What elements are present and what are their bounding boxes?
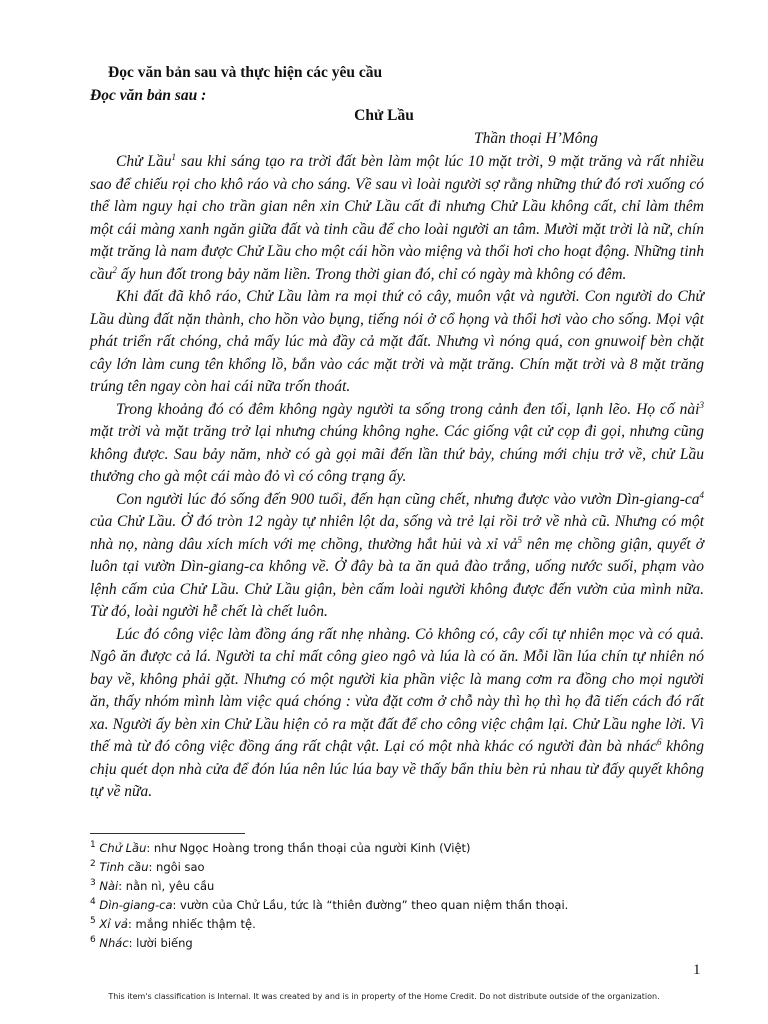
footnote-text: : lười biếng xyxy=(128,936,193,950)
footnote-term: Dìn-giang-ca xyxy=(99,898,173,912)
paragraph xyxy=(90,399,704,489)
footnote-number: 5 xyxy=(90,916,96,927)
paragraph xyxy=(90,489,704,624)
classification-footer: This item's classification is Internal. It was created by and is in property of the Home Credit. Do not distribute outside of the organization. xyxy=(108,992,660,1001)
paragraph-text: Trong khoảng đó có đêm không ngày người ta sống trong cảnh đen tối, lạnh lẽo. Họ cố nài xyxy=(116,400,700,418)
story-title: Chử Lầu xyxy=(354,107,414,124)
footnote-text: : nằn nì, yêu cầu xyxy=(118,879,215,893)
footnote-number: 2 xyxy=(90,859,96,870)
footnote-term: Nài xyxy=(99,879,119,893)
paragraph-text: không chịu quét dọn nhà cửa để đón lúa nên lúc lúa bay về thấy bẩn thỉu bèn rủ nhau từ đấy quyết không tự về nữa. xyxy=(90,738,704,800)
paragraph-text: Khi đất đã khô ráo, Chử Lầu làm ra mọi thứ cỏ cây, muôn vật và người. Con người do Chử Lầu dùng đất nặn thành, cho hồn vào bụng, tiếng nói ở cổ họng và thổi hơi vào cho sống. Mọi vật phát triển rất chóng, chả mấy lúc mà đầy cả mặt đất. Nhưng vì nóng quá, con gnuwoif bèn chặt cây lớn làm cung tên khổng lồ, bắn vào các mặt trời và mặt trăng. Chín mặt trời và 8 mặt trăng trúng tên ngay còn hai cái nữa trốn thoát. xyxy=(90,288,704,395)
footnote xyxy=(90,839,690,858)
footnote-number: 1 xyxy=(90,840,96,851)
paragraph-text: Con người lúc đó sống đến 900 tuổi, đến hạn cũng chết, nhưng được vào vườn Dìn-giang-ca xyxy=(116,490,700,508)
footnote-ref: 5 xyxy=(517,534,522,545)
paragraph-text: ấy hun đốt trong bảy năm liền. Trong thời gian đó, chỉ có ngày mà không có đêm. xyxy=(116,265,627,283)
footnote xyxy=(90,915,690,934)
story-body xyxy=(90,151,704,804)
page-number: 1 xyxy=(693,962,701,978)
footnote xyxy=(90,934,690,953)
paragraph-text: Lúc đó công việc làm đồng áng rất nhẹ nhàng. Cỏ không có, cây cối tự nhiên mọc và có quả. Ngô ăn được cả lá. Người ta chỉ mất công gieo ngô và lúa là có ăn. Mỗi lần lúa chín tự nhiên nó bay về, không phải gặt. Nhưng có một người kia phần việc là mang cơm ra đồng cho mọi người ăn, thấy nhóm mình làm việc quá chóng : vừa đặt cơm ở chỗ này thì họ thì họ đã tiến cách đó rất xa. Người ấy bèn xin Chử Lầu hiện cỏ ra mặt đất để cho công việc chậm lại. Chử Lầu nghe lời. Vì thế mà từ đó công việc đồng áng rất chật vật. Lại có một nhà khác có người đàn bà nhác xyxy=(90,625,704,755)
footnote-number: 4 xyxy=(90,897,96,908)
footnote-number: 3 xyxy=(90,878,96,889)
footnotes xyxy=(90,839,690,953)
paragraph-text: của Chử Lầu. Ở đó tròn 12 ngày tự nhiên lột da, sống và trẻ lại rồi trở về nhà cũ. Nhưng có một nhà nọ, nàng dâu xích mích với mẹ chồng, thường hắt hủi và xỉ vả xyxy=(90,513,704,553)
footnote-ref: 6 xyxy=(656,736,662,747)
story-source: Thần thoại H’Mông xyxy=(474,130,598,147)
footnote-text: : mắng nhiếc thậm tệ. xyxy=(127,917,256,931)
footnote-term: Chử Lầu xyxy=(99,841,147,855)
paragraph xyxy=(90,151,704,286)
footnote-term: Xỉ vả xyxy=(99,917,128,931)
footnote-ref: 3 xyxy=(699,399,704,410)
footnote-term: Nhác xyxy=(99,936,129,950)
paragraph xyxy=(90,286,704,399)
footnote-text: : vườn của Chử Lầu, tức là “thiên đường” theo quan niệm thần thoại. xyxy=(172,898,569,912)
footnote xyxy=(90,858,690,877)
footnote-divider xyxy=(90,833,245,834)
footnote xyxy=(90,896,690,915)
paragraph-text: sau khi sáng tạo ra trời đất bèn làm một lúc 10 mặt trời, 9 mặt trăng và rất nhiều sao để chiếu rọi cho khô ráo và cho sáng. Về sau vì loài người sợ rằng những thứ đó rơi xuống có thể làm nguy hại cho trần gian nên xin Chử Lầu cất đi nhưng Chử Lầu không cất, chỉ làm thêm một cái màng xanh ngăn giữa đất và tinh cầu để cho loài người an tâm. Mười mặt trời là nữ, chín mặt trăng là nam được Chử Lầu cho một cái hồn vào miệng và thổi hơi cho hoạt động. Những tinh cầu xyxy=(90,153,704,283)
paragraph xyxy=(90,624,704,804)
footnote-ref: 4 xyxy=(699,489,704,500)
footnote-number: 6 xyxy=(90,935,96,946)
footnote xyxy=(90,877,690,896)
paragraph-text: mặt trời và mặt trăng trở lại nhưng chúng không nghe. Các giống vật cử cọp đi gọi, nhưng cũng không được. Sau bảy năm, nhờ có gà gọi mãi đến lần thứ bảy, chúng mới chịu trở về, chử Lầu thưởng cho gà một cái mào đỏ vì có công trạng ấy. xyxy=(90,423,704,485)
instruction-heading: Đọc văn bản sau và thực hiện các yêu cầu xyxy=(108,64,383,81)
footnote-text: : như Ngọc Hoàng trong thần thoại của người Kinh (Việt) xyxy=(146,841,471,855)
footnote-ref: 2 xyxy=(112,264,117,275)
read-prompt: Đọc văn bản sau : xyxy=(90,87,207,104)
footnote-ref: 1 xyxy=(171,151,177,162)
footnote-term: Tinh cầu xyxy=(99,860,149,874)
paragraph-text: Chử Lầu xyxy=(116,153,172,170)
footnote-text: : ngôi sao xyxy=(148,860,205,874)
paragraph-text: nên mẹ chồng giận, quyết ở luôn tại vườn Dìn-giang-ca không về. Ở đây bà ta ăn quả đào trắng, uống nước suối, phạm vào lệnh cấm của Chử Lầu. Chử Lầu giận, bèn cấm loài người không được đến vườn của mình nữa. Từ đó, loài người hễ chết là chết luôn. xyxy=(90,535,705,620)
